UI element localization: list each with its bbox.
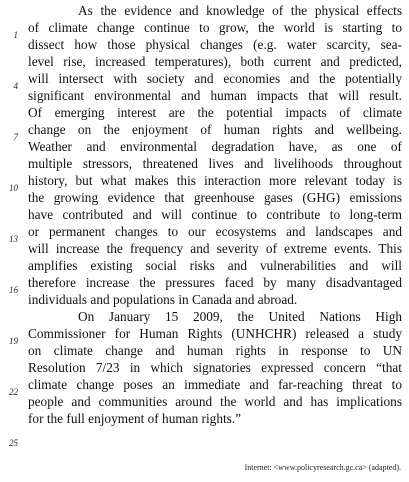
text-line: people and communities around the world and has implications	[28, 394, 402, 409]
line-number: 1	[13, 30, 18, 40]
text-line: individuals and populations in Canada and abroad.	[28, 292, 298, 307]
text-line: will intersect with society and economies and the potentially	[28, 71, 402, 86]
line-number: 19	[9, 336, 18, 346]
text-line: As the evidence and knowledge of the physical effects	[78, 3, 402, 18]
line-number: 25	[9, 438, 18, 448]
text-line: will increase the frequency and severity of extreme events. This	[28, 241, 402, 256]
line-number: 22	[9, 387, 18, 397]
text-line: Weather and environmental degradation have, as one of	[28, 139, 402, 154]
text-line: on climate change and human rights in response to UN	[28, 343, 402, 358]
line-number: 16	[9, 285, 18, 295]
text-line: significant environmental and human impacts that will result.	[28, 88, 402, 103]
text-line: the growing evidence that greenhouse gases (GHG) emissions	[28, 190, 402, 205]
line-number: 4	[13, 81, 18, 91]
text-line: level rise, increased temperatures), both current and predicted,	[28, 54, 402, 69]
text-line: of climate change continue to grow, the world is starting to	[28, 20, 402, 35]
text-line: climate change poses an immediate and far-reaching threat to	[28, 377, 402, 392]
text-line: On January 15 2009, the United Nations High	[78, 309, 402, 324]
text-line: Of emerging interest are the potential impacts of climate	[28, 105, 402, 120]
text-line: amplifies existing social risks and vulnerabilities and will	[28, 258, 402, 273]
text-line: for the full enjoyment of human rights.”	[28, 411, 242, 426]
text-line: Resolution 7/23 in which signatories expressed concern “that	[28, 360, 402, 375]
text-line: therefore increase the pressures faced by many disadvantaged	[28, 275, 402, 290]
text-line: multiple stressors, threatened lives and livelihoods throughout	[28, 156, 402, 171]
line-number: 7	[13, 132, 18, 142]
text-line: dissect how those physical changes (e.g. water scarcity, sea-	[28, 37, 402, 52]
text-line: Commissioner for Human Rights (UNHCHR) released a study	[28, 326, 402, 341]
text-line: have contributed and will continue to contribute to long-term	[28, 207, 402, 222]
text-line: or permanent changes to our ecosystems and landscapes and	[28, 224, 402, 239]
line-number: 13	[9, 234, 18, 244]
text-line: change on the enjoyment of human rights and wellbeing.	[28, 122, 402, 137]
text-line: history, but what makes this interaction more relevant today is	[28, 173, 402, 188]
line-number: 10	[9, 183, 18, 193]
source-citation: Internet: <www.policyresearch.gc.ca> (adapted).	[244, 463, 401, 472]
